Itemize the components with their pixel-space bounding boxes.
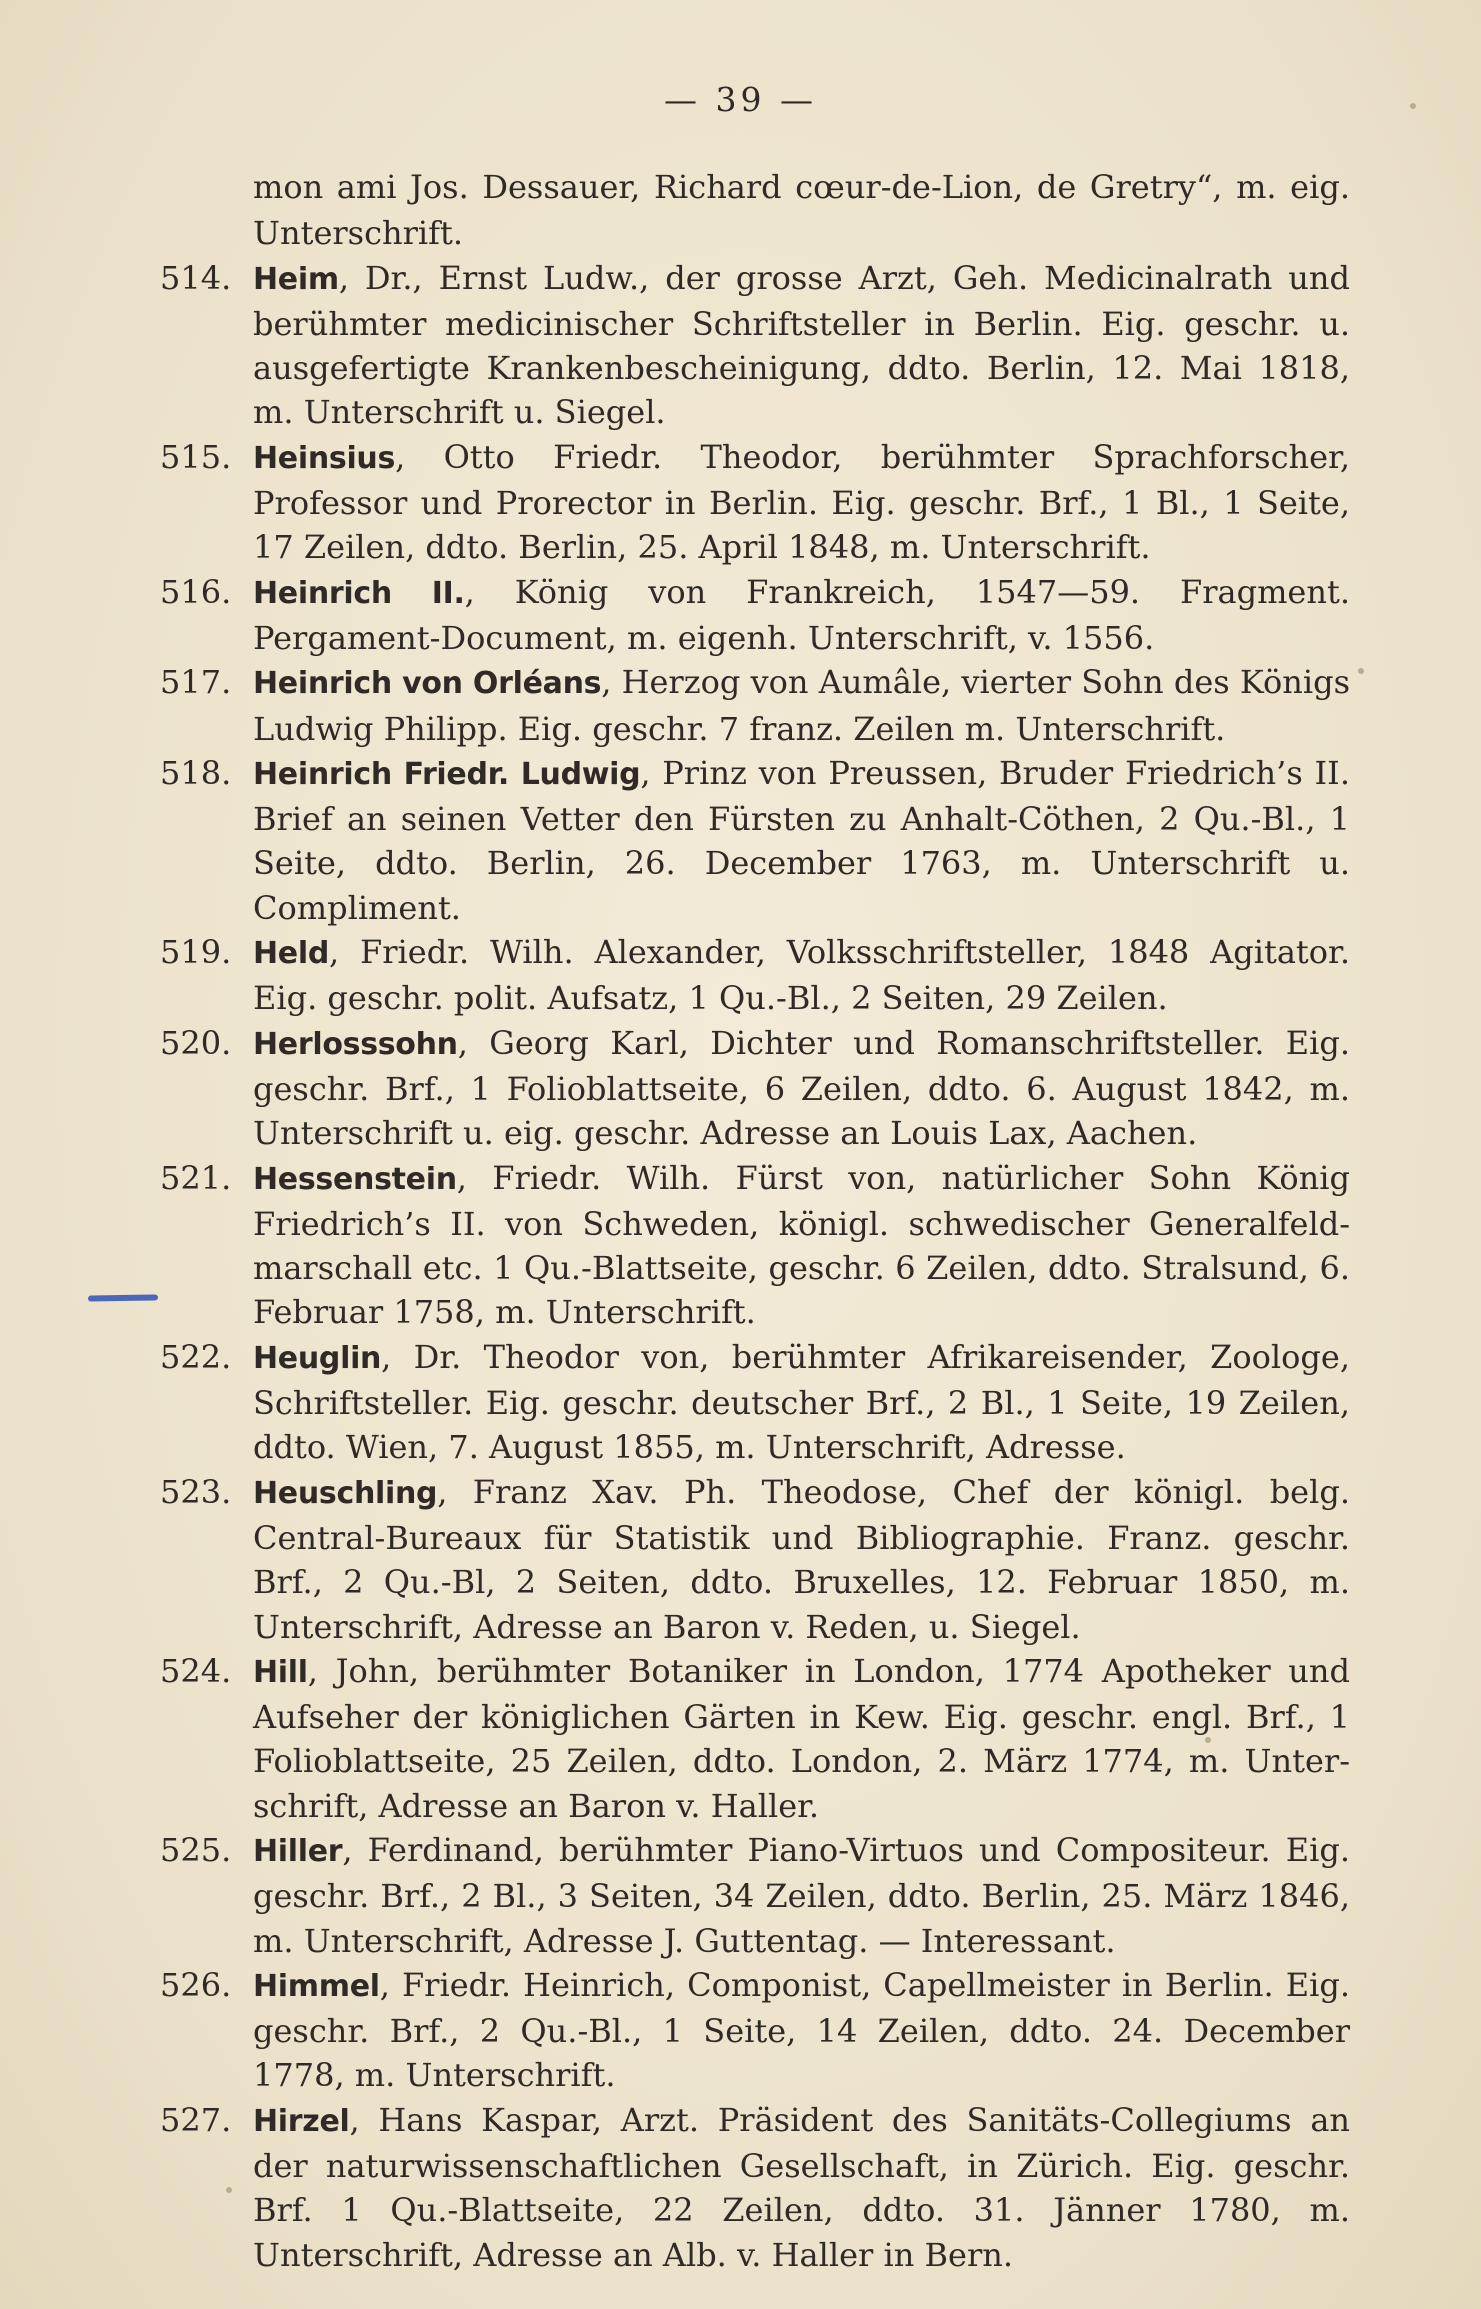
entry-516 [160, 570, 1350, 661]
entry-name: Heinrich Friedr. Ludwig [253, 756, 641, 792]
entry-number: 524. [160, 1651, 232, 1690]
entry-519 [160, 930, 1350, 1021]
entry-name: Hessenstein [253, 1161, 457, 1197]
entry-521 [160, 1156, 1350, 1335]
entry-text: , Prinz von Preussen, Bruder Friedrich’s II. Brief an seinen Vetter den Fürsten zu Anhalt-Cöthen, 2 Qu.-Bl., 1 Seite, ddto. Berlin, 26. December 1763, m. Unterschrift u. Compliment. [253, 753, 1350, 927]
entry-list [160, 165, 1350, 2277]
entry-520 [160, 1021, 1350, 1156]
entry-name: Heim [253, 261, 339, 297]
entry-number: 519. [160, 933, 232, 972]
entry-text: , Hans Kaspar, Arzt. Präsident des Sanitäts-Collegiums an der naturwissenschaftlichen Gesellschaft, in Zürich. Eig. geschr. Brf. 1 Qu.-Blattseite, 22 Zeilen, ddto. 31. Jänner 1780, m. Unterschrift, Adresse an Alb. v. Haller in Bern. [253, 2100, 1350, 2274]
page-number: — 39 — [664, 80, 817, 119]
entry-522 [160, 1335, 1350, 1470]
entry-name: Held [253, 936, 330, 972]
entry-517 [160, 660, 1350, 751]
entry-number: 523. [160, 1472, 232, 1511]
entry-525 [160, 1828, 1350, 1963]
entry-523 [160, 1470, 1350, 1649]
entry-text: , Otto Friedr. Theodor, berühmter Sprachforscher, Professor und Prorector in Berlin. Eig. geschr. Brf., 1 Bl., 1 Seite, 17 Zeilen, ddto. Berlin, 25. April 1848, m. Unterschrift. [253, 437, 1350, 567]
entry-514 [160, 256, 1350, 435]
entry-text: , Dr., Ernst Ludw., der grosse Arzt, Geh. Medicinalrath und berühmter medicinischer Schriftsteller in Berlin. Eig. geschr. u. ausgefertigte Krankenbescheinigung, ddto. Berlin, 12. Mai 1818, m. Unterschrift u. Siegel. [253, 258, 1350, 432]
entry-number: 521. [160, 1158, 232, 1197]
entry-527 [160, 2098, 1350, 2277]
entry-name: Hiller [253, 1833, 343, 1869]
paper-speck [1410, 103, 1416, 109]
entry-name: Herlosssohn [253, 1026, 458, 1062]
entry-text: , Franz Xav. Ph. Theodose, Chef der königl. belg. Central-Bureaux für Statistik und Bibliographie. Franz. geschr. Brf., 2 Qu.-Bl, 2 Seiten, ddto. Bruxelles, 12. Februar 1850, m. Unterschrift, Adresse an Baron v. Reden, u. Siegel. [253, 1472, 1350, 1646]
entry-name: Heinsius [253, 440, 396, 476]
entry-text: , Friedr. Heinrich, Componist, Capellmeister in Berlin. Eig. geschr. Brf., 2 Qu.-Bl., 1 Seite, 14 Zeilen, ddto. 24. December 1778, m. Unterschrift. [253, 1965, 1350, 2095]
entry-text: , König von Frankreich, 1547—59. Fragment. Pergament-Document, m. eigenh. Unterschrift, v. 1556. [253, 572, 1350, 657]
entry-number: 522. [160, 1337, 232, 1376]
entry-continuation [160, 165, 1350, 256]
entry-526 [160, 1963, 1350, 2098]
margin-pen-mark [88, 1294, 158, 1301]
entry-number: 525. [160, 1830, 232, 1869]
entry-text: , Herzog von Aumâle, vierter Sohn des Königs Ludwig Philipp. Eig. geschr. 7 franz. Zeilen m. Unterschrift. [253, 663, 1350, 748]
entry-text: , Friedr. Wilh. Fürst von, natürlicher Sohn König Friedrich’s II. von Schweden, königl. schwedischer Generalfeld-marschall etc. 1 Qu.-Blattseite, geschr. 6 Zeilen, ddto. Stralsund, 6. Februar 1758, m. Unterschrift. [253, 1158, 1350, 1332]
entry-name: Himmel [253, 1968, 380, 2004]
entry-number: 516. [160, 572, 232, 611]
entry-number: 520. [160, 1023, 232, 1062]
entry-524 [160, 1649, 1350, 1828]
entry-name: Hirzel [253, 2103, 350, 2139]
entry-name: Heuglin [253, 1340, 382, 1376]
entry-name: Hill [253, 1654, 308, 1690]
entry-number: 518. [160, 753, 232, 792]
entry-number: 514. [160, 258, 232, 297]
entry-number: 527. [160, 2100, 232, 2139]
entry-number: 515. [160, 437, 232, 476]
paper-speck [1358, 668, 1364, 674]
entry-name: Heinrich II. [253, 575, 465, 611]
entry-text: , Dr. Theodor von, berühmter Afrikareisender, Zoologe, Schriftsteller. Eig. geschr. deutscher Brf., 2 Bl., 1 Seite, 19 Zeilen, ddto. Wien, 7. August 1855, m. Unterschrift, Adresse. [253, 1337, 1350, 1467]
entry-number: 517. [160, 663, 232, 702]
entry-text: , Ferdinand, berühmter Piano-Virtuos und Compositeur. Eig. geschr. Brf., 2 Bl., 3 Seiten, 34 Zeilen, ddto. Berlin, 25. März 1846, m. Unterschrift, Adresse J. Guttentag. — Interessant. [253, 1830, 1350, 1960]
entry-name: Heinrich von Orléans [253, 666, 602, 702]
entry-text: , Georg Karl, Dichter und Romanschriftsteller. Eig. geschr. Brf., 1 Folioblattseite, 6 Zeilen, ddto. 6. August 1842, m. Unterschrift u. eig. geschr. Adresse an Louis Lax, Aachen. [253, 1023, 1350, 1153]
entry-name: Heuschling [253, 1475, 438, 1511]
entry-text: , John, berühmter Botaniker in London, 1774 Apotheker und Aufseher der königlichen Gärten in Kew. Eig. geschr. engl. Brf., 1 Folioblattseite, 25 Zeilen, ddto. London, 2. März 1774, m. Unter-schrift, Adresse an Baron v. Haller. [253, 1651, 1350, 1825]
entry-518 [160, 751, 1350, 930]
entry-text: mon ami Jos. Dessauer, Richard cœur-de-Lion, de Gretry“, m. eig. Unterschrift. [253, 168, 1350, 253]
entry-text: , Friedr. Wilh. Alexander, Volksschriftsteller, 1848 Agitator. Eig. geschr. polit. Aufsatz, 1 Qu.-Bl., 2 Seiten, 29 Zeilen. [253, 933, 1350, 1018]
entry-number: 526. [160, 1965, 232, 2004]
entry-515 [160, 435, 1350, 570]
